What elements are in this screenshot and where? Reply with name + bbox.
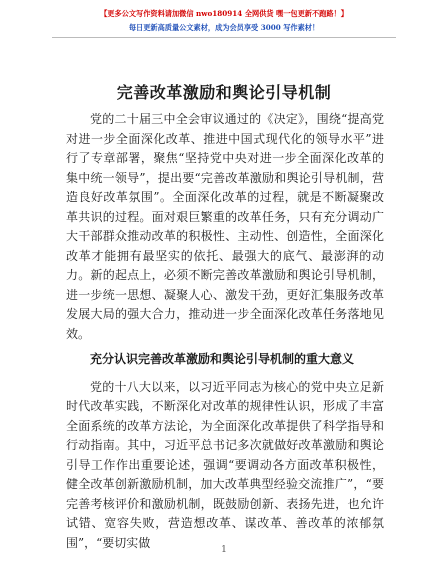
body-paragraph: 党的十八大以来，以习近平同志为核心的党中央立足新时代改革实践，不断深化对改革的规律性认识，形成了丰富全面系统的改革方法论，为全面深化改革提供了科学指导和行动指南。其中，习近平总书记多次就做好改革激励和舆论引导工作作出重要论述，强调“要调动各方面改革积极性，健全改革创新激励机制，加大改革典型经验交流推广”，“要完善考核评价和激励机制，既鼓励创新、表扬先进，也允许试错、宽容失败，营造想改革、谋改革、善改革的浓郁氛围”，“要切实做 <box>66 379 384 550</box>
header-ad-line-2: 每日更新高质量公文素材，成为会员享受 3000 写作素材！ <box>128 23 320 32</box>
header-ad-line-1: 【更多公文写作资料请加微信 nwo180914 全网供货 嘿一包更新不跑路！】 <box>100 9 348 18</box>
section-heading: 充分认识完善改革激励和舆论引导机制的重大意义 <box>90 352 355 366</box>
document-body <box>66 110 384 553</box>
header-banner <box>0 8 448 33</box>
header-divider <box>52 37 396 38</box>
body-paragraph: 党的二十届三中全会审议通过的《决定》，围绕“提高党对进一步全面深化改革、推进中国式现代化的领导水平”进行了专章部署，聚焦“坚持党中央对进一步全面深化改革的集中统一领导”，提出要“完善改革激励和舆论引导机制，营造良好改革氛围”。全面深化改革的过程，就是不断凝聚改革共识的过程。面对艰巨繁重的改革任务，只有充分调动广大干部群众推动改革的积极性、主动性、创造性，全面深化改革才能拥有最坚实的依托、最强大的底气、最澎湃的动力。新的起点上，必须不断完善改革激励和舆论引导机制，进一步统一思想、凝聚人心、激发干劲，更好汇集服务改革发展大局的强大合力，推动进一步全面深化改革任务落地见效。 <box>66 112 384 341</box>
document-title: 完善改革激励和舆论引导机制 <box>116 83 332 102</box>
page-number: 1 <box>221 545 227 555</box>
